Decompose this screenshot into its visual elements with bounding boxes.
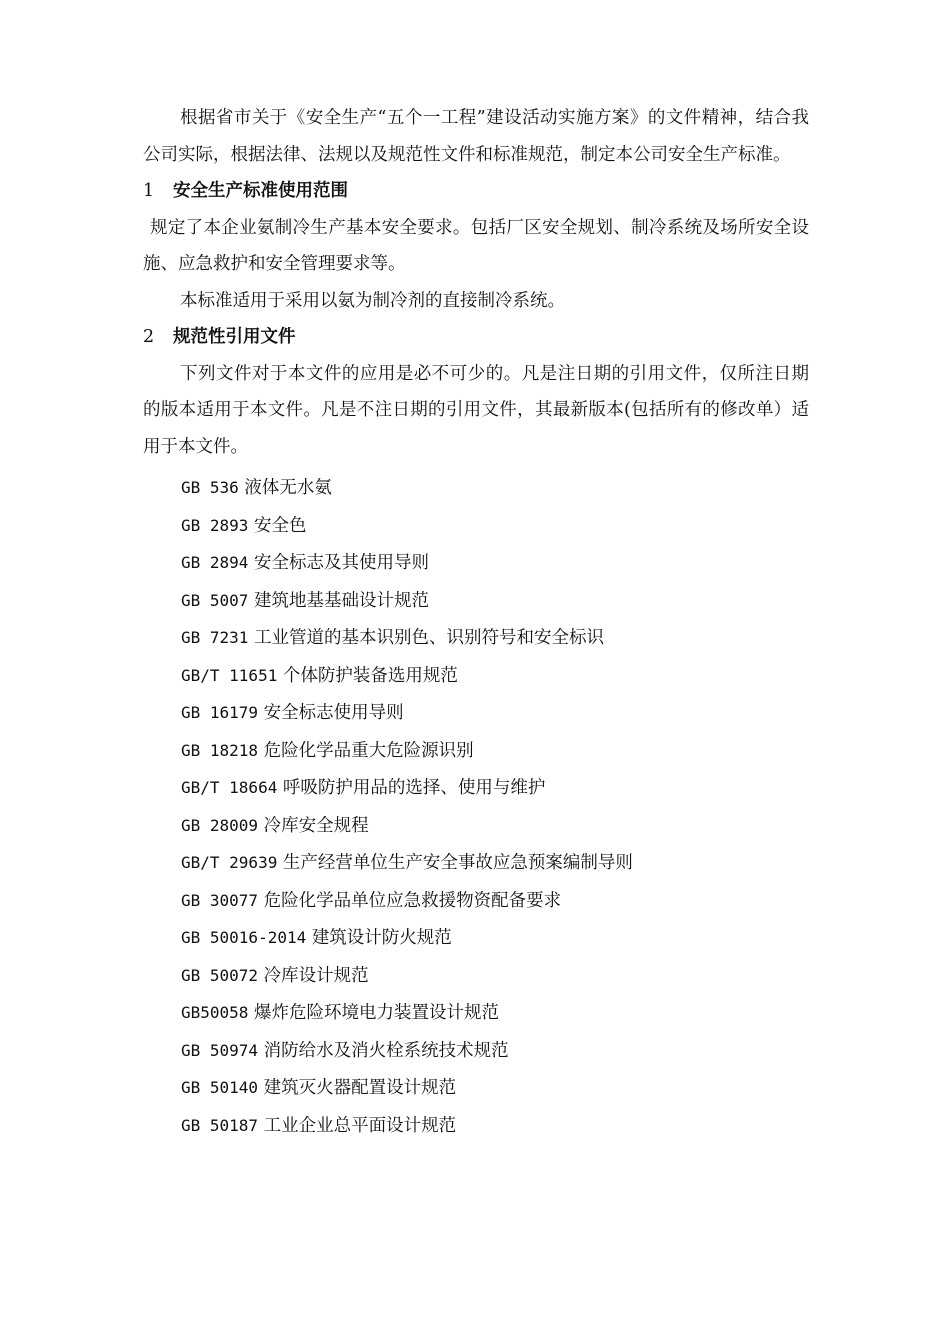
reference-title: 爆炸危险环境电力装置设计规范 xyxy=(254,1003,500,1023)
reference-title: 危险化学品单位应急救援物资配备要求 xyxy=(263,890,562,911)
list-item xyxy=(143,619,809,657)
section-2-heading xyxy=(143,319,809,356)
reference-title: 建筑地基基础设计规范 xyxy=(254,590,430,611)
list-item xyxy=(143,1032,809,1070)
list-item xyxy=(143,657,809,695)
reference-title: 安全标志使用导则 xyxy=(263,703,404,723)
reference-title: 个体防护装备选用规范 xyxy=(282,665,458,686)
section-2-paragraph: 下列文件对于本文件的应用是必不可少的。凡是注日期的引用文件，仅所注日期的版本适用于本文件。凡是不注日期的引用文件，其最新版本(包括所有的修改单）适用于本文件。 xyxy=(143,363,809,457)
reference-code: GB 5007 xyxy=(181,590,249,610)
reference-title: 液体无水氨 xyxy=(244,478,332,498)
list-item xyxy=(143,1107,809,1145)
reference-title: 危险化学品重大危险源识别 xyxy=(263,740,474,761)
reference-code: GB/T 18664 xyxy=(181,778,278,797)
reference-code: GB 28009 xyxy=(181,815,259,835)
reference-title: 工业管道的基本识别色、识别符号和安全标识 xyxy=(254,628,605,648)
reference-code: GB 7231 xyxy=(181,628,249,647)
reference-title: 安全色 xyxy=(254,515,307,536)
section-1-paragraph-2: 本标准适用于采用以氨为制冷剂的直接制冷系统。 xyxy=(180,290,565,311)
list-item xyxy=(143,694,809,732)
reference-code: GB 30077 xyxy=(181,890,259,910)
reference-code: GB/T 29639 xyxy=(181,853,278,872)
document-body xyxy=(143,100,809,1144)
reference-code: GB 50140 xyxy=(181,1078,259,1097)
reference-code: GB 50974 xyxy=(181,1040,259,1060)
list-item xyxy=(143,882,809,920)
section-1-paragraph-1: 规定了本企业氨制冷生产基本安全要求。包括厂区安全规划、制冷系统及场所安全设施、应急救护和安全管理要求等。 xyxy=(143,217,809,274)
reference-code: GB 2893 xyxy=(181,515,249,535)
reference-title: 建筑灭火器配置设计规范 xyxy=(263,1078,457,1098)
list-item xyxy=(143,1069,809,1107)
list-item xyxy=(143,807,809,845)
section-1-number: 1 xyxy=(143,181,155,201)
intro-paragraph: 根据省市关于《安全生产“五个一工程”建设活动实施方案》的文件精神，结合我公司实际，根据法律、法规以及规范性文件和标准规范，制定本公司安全生产标准。 xyxy=(143,108,809,165)
reference-code: GB 536 xyxy=(181,478,239,497)
reference-code: GB 18218 xyxy=(181,740,259,760)
reference-code: GB 2894 xyxy=(181,553,249,572)
reference-list xyxy=(143,469,809,1144)
list-item xyxy=(143,844,809,882)
reference-title: 冷库设计规范 xyxy=(263,965,369,986)
list-item xyxy=(143,544,809,582)
list-item xyxy=(143,469,809,507)
section-2-title: 规范性引用文件 xyxy=(173,327,296,347)
reference-title: 工业企业总平面设计规范 xyxy=(263,1115,457,1136)
reference-code: GB 50072 xyxy=(181,965,259,985)
list-item xyxy=(143,994,809,1032)
reference-title: 消防给水及消火栓系统技术规范 xyxy=(263,1040,509,1061)
reference-code: GB50058 xyxy=(181,1003,249,1022)
section-2-number: 2 xyxy=(143,327,155,347)
section-1-title: 安全生产标准使用范围 xyxy=(173,181,348,201)
reference-title: 呼吸防护用品的选择、使用与维护 xyxy=(282,778,546,798)
reference-title: 生产经营单位生产安全事故应急预案编制导则 xyxy=(282,853,633,873)
list-item xyxy=(143,919,809,957)
list-item xyxy=(143,957,809,995)
reference-code: GB 50187 xyxy=(181,1115,259,1135)
reference-title: 安全标志及其使用导则 xyxy=(254,553,430,573)
reference-code: GB 50016-2014 xyxy=(181,928,307,947)
reference-code: GB/T 11651 xyxy=(181,665,278,685)
list-item xyxy=(143,732,809,770)
section-1-heading xyxy=(143,173,809,210)
reference-title: 冷库安全规程 xyxy=(263,815,369,836)
reference-title: 建筑设计防火规范 xyxy=(311,928,452,948)
list-item xyxy=(143,769,809,807)
reference-code: GB 16179 xyxy=(181,703,259,722)
list-item xyxy=(143,507,809,545)
list-item xyxy=(143,582,809,620)
